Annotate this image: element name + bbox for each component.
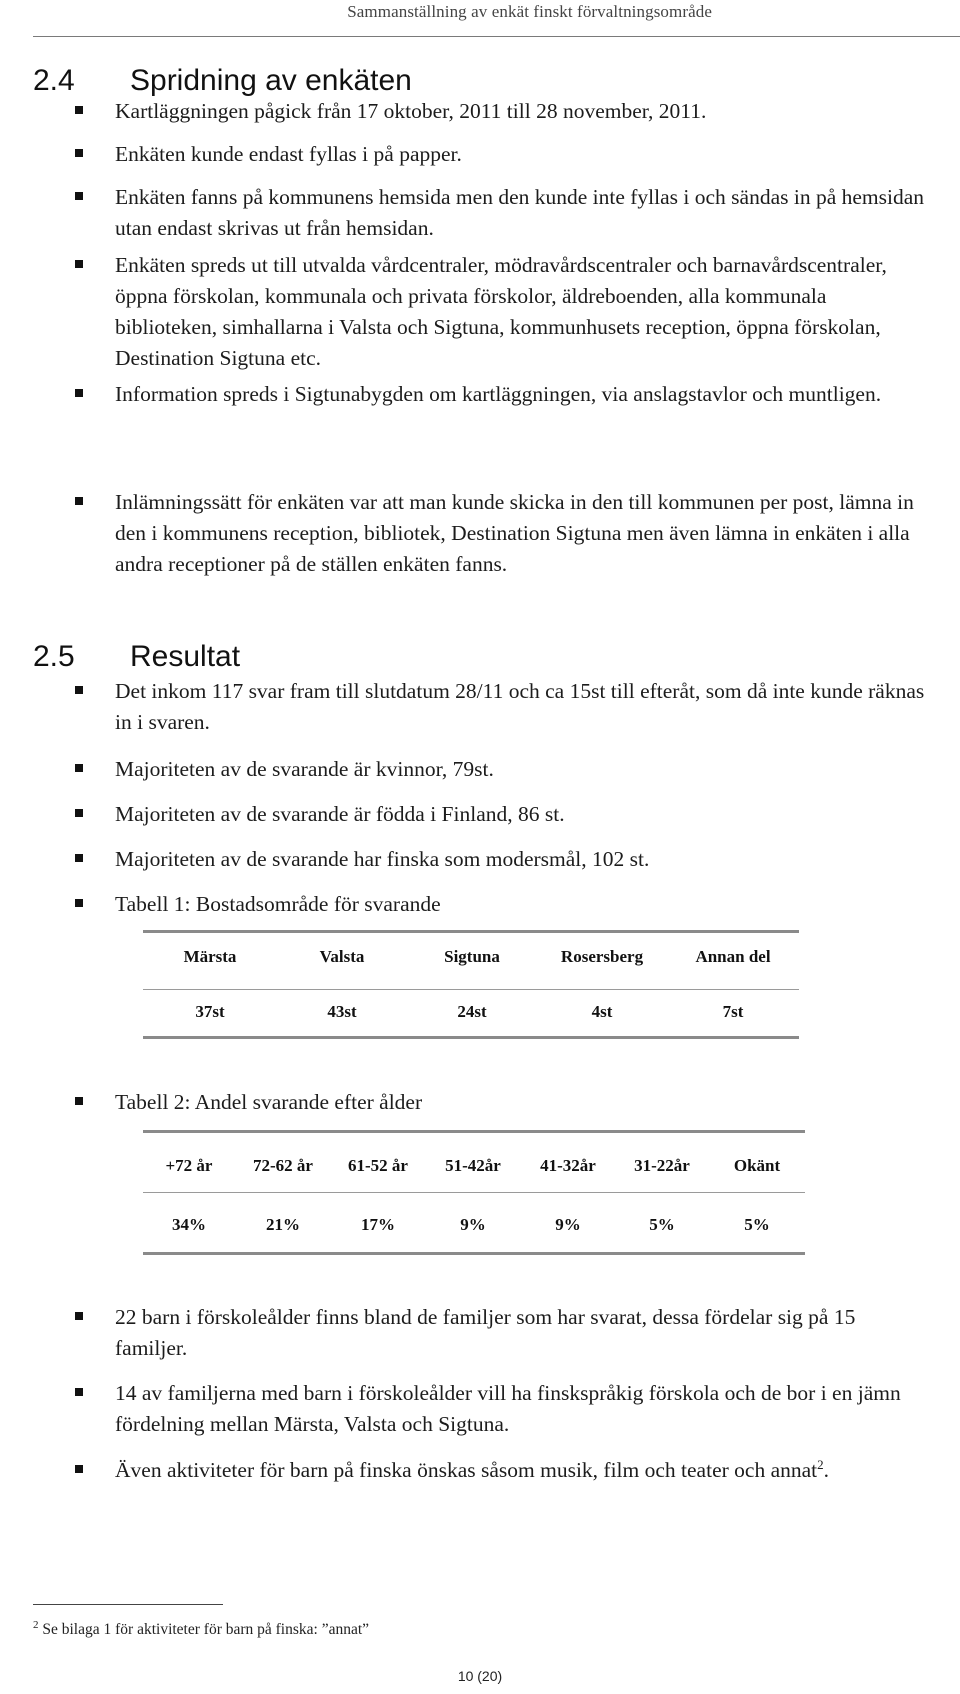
list-item: Information spreds i Sigtunabygden om kartläggningen, via anslagstavlor och muntligen. — [115, 379, 930, 410]
table-cell: 9% — [555, 1215, 581, 1234]
section-title: Spridning av enkäten — [130, 64, 412, 97]
section-number: 2.4 — [33, 64, 75, 97]
list-item: Enkäten spreds ut till utvalda vårdcentraler, mödravårdscentraler och barnavårdscentraler, öppna förskolan, kommunala och privata förskolor, äldreboenden, alla kommunala biblioteken, simhallarna i Valsta och Sigtuna, kommunhusets reception, öppna förskolan, Destination Sigtuna etc. — [115, 250, 930, 374]
running-header: Sammanställning av enkät finskt förvaltningsområde — [347, 2, 712, 21]
list-item: Tabell 1: Bostadsområde för svarande — [115, 889, 930, 920]
table-header-cell: Valsta — [319, 947, 365, 966]
table-cell: 43st — [327, 1002, 357, 1021]
table-header-cell: +72 år — [165, 1156, 213, 1175]
table-header-cell: Sigtuna — [444, 947, 500, 966]
table-header-cell: Okänt — [733, 1156, 781, 1175]
footnote-marker: 2 — [33, 1619, 39, 1631]
section-title: Resultat — [130, 640, 241, 673]
list-item-text: Även aktiviteter för barn på finska önskas såsom musik, film och teater och annat — [115, 1458, 818, 1482]
list-item: Majoriteten av de svarande har finska som modersmål, 102 st. — [115, 844, 930, 875]
list-item: Majoriteten av de svarande är kvinnor, 79st. — [115, 754, 930, 785]
list-item: Tabell 2: Andel svarande efter ålder — [115, 1087, 930, 1118]
table-cell: 37st — [195, 1002, 225, 1021]
table-cell: 4st — [591, 1002, 613, 1021]
list-item: 22 barn i förskoleålder finns bland de familjer som har svarat, dessa fördelar sig på 15 familjer. — [115, 1302, 930, 1364]
table-cell: 5% — [649, 1215, 675, 1234]
list-item: Det inkom 117 svar fram till slutdatum 28/11 och ca 15st till efteråt, som då inte kunde räknas in i svaren. — [115, 676, 930, 738]
list-item: Kartläggningen pågick från 17 oktober, 2011 till 28 november, 2011. — [115, 96, 930, 127]
table-rule — [143, 930, 799, 933]
footnote-text: Se bilaga 1 för aktiviteter för barn på finska: ”annat” — [42, 1621, 370, 1639]
table-header-cell: 41-32år — [540, 1156, 596, 1175]
table-rule — [143, 1252, 805, 1255]
section-heading-2-4 — [33, 64, 412, 98]
table-header-cell: 61-52 år — [348, 1156, 408, 1175]
footnote — [33, 1614, 369, 1641]
header-rule — [33, 36, 960, 37]
table-2 — [143, 1130, 805, 1256]
table-cell: 17% — [361, 1215, 395, 1234]
table-header-cell: Annan del — [695, 947, 771, 966]
table-cell: 34% — [172, 1215, 206, 1234]
table-cell: 24st — [457, 1002, 487, 1021]
table-header-cell: 51-42år — [445, 1156, 501, 1175]
section-heading-2-5 — [33, 640, 240, 674]
section-number: 2.5 — [33, 640, 75, 673]
list-item: Inlämningssätt för enkäten var att man kunde skicka in den till kommunen per post, lämna in den i kommunens reception, bibliotek, Destination Sigtuna men även lämna in enkäten i alla andra receptioner på de ställen enkäten fanns. — [115, 487, 930, 580]
list-item: Enkäten fanns på kommunens hemsida men den kunde inte fyllas i och sändas in på hemsidan utan endast skrivas ut från hemsidan. — [115, 182, 930, 244]
table-cell: 21% — [266, 1215, 300, 1234]
table-1 — [143, 930, 799, 1040]
table-header-cell: 31-22år — [634, 1156, 690, 1175]
table-cell: 9% — [460, 1215, 486, 1234]
table-cell: 5% — [744, 1215, 770, 1234]
list-item: Majoriteten av de svarande är födda i Finland, 86 st. — [115, 799, 930, 830]
list-item: Även aktiviteter för barn på finska önskas såsom musik, film och teater och annat$^2$. — [115, 1455, 930, 1486]
footnote-rule — [33, 1604, 223, 1605]
table-rule — [143, 1192, 805, 1193]
table-header-cell: 72-62 år — [253, 1156, 313, 1175]
table-cell: 7st — [722, 1002, 744, 1021]
table-header-cell: Märsta — [183, 947, 237, 966]
footnote-reference[interactable]: 2 — [817, 1456, 824, 1472]
table-rule — [143, 1036, 799, 1039]
table-rule — [143, 1130, 805, 1133]
page-number: 10 (20) — [457, 1668, 503, 1684]
table-rule — [143, 989, 799, 990]
list-item: Enkäten kunde endast fyllas i på papper. — [115, 139, 930, 170]
table-header-cell: Rosersberg — [560, 947, 644, 966]
list-item: 14 av familjerna med barn i förskoleålder vill ha finskspråkig förskola och de bor i en jämn fördelning mellan Märsta, Valsta och Sigtuna. — [115, 1378, 930, 1440]
